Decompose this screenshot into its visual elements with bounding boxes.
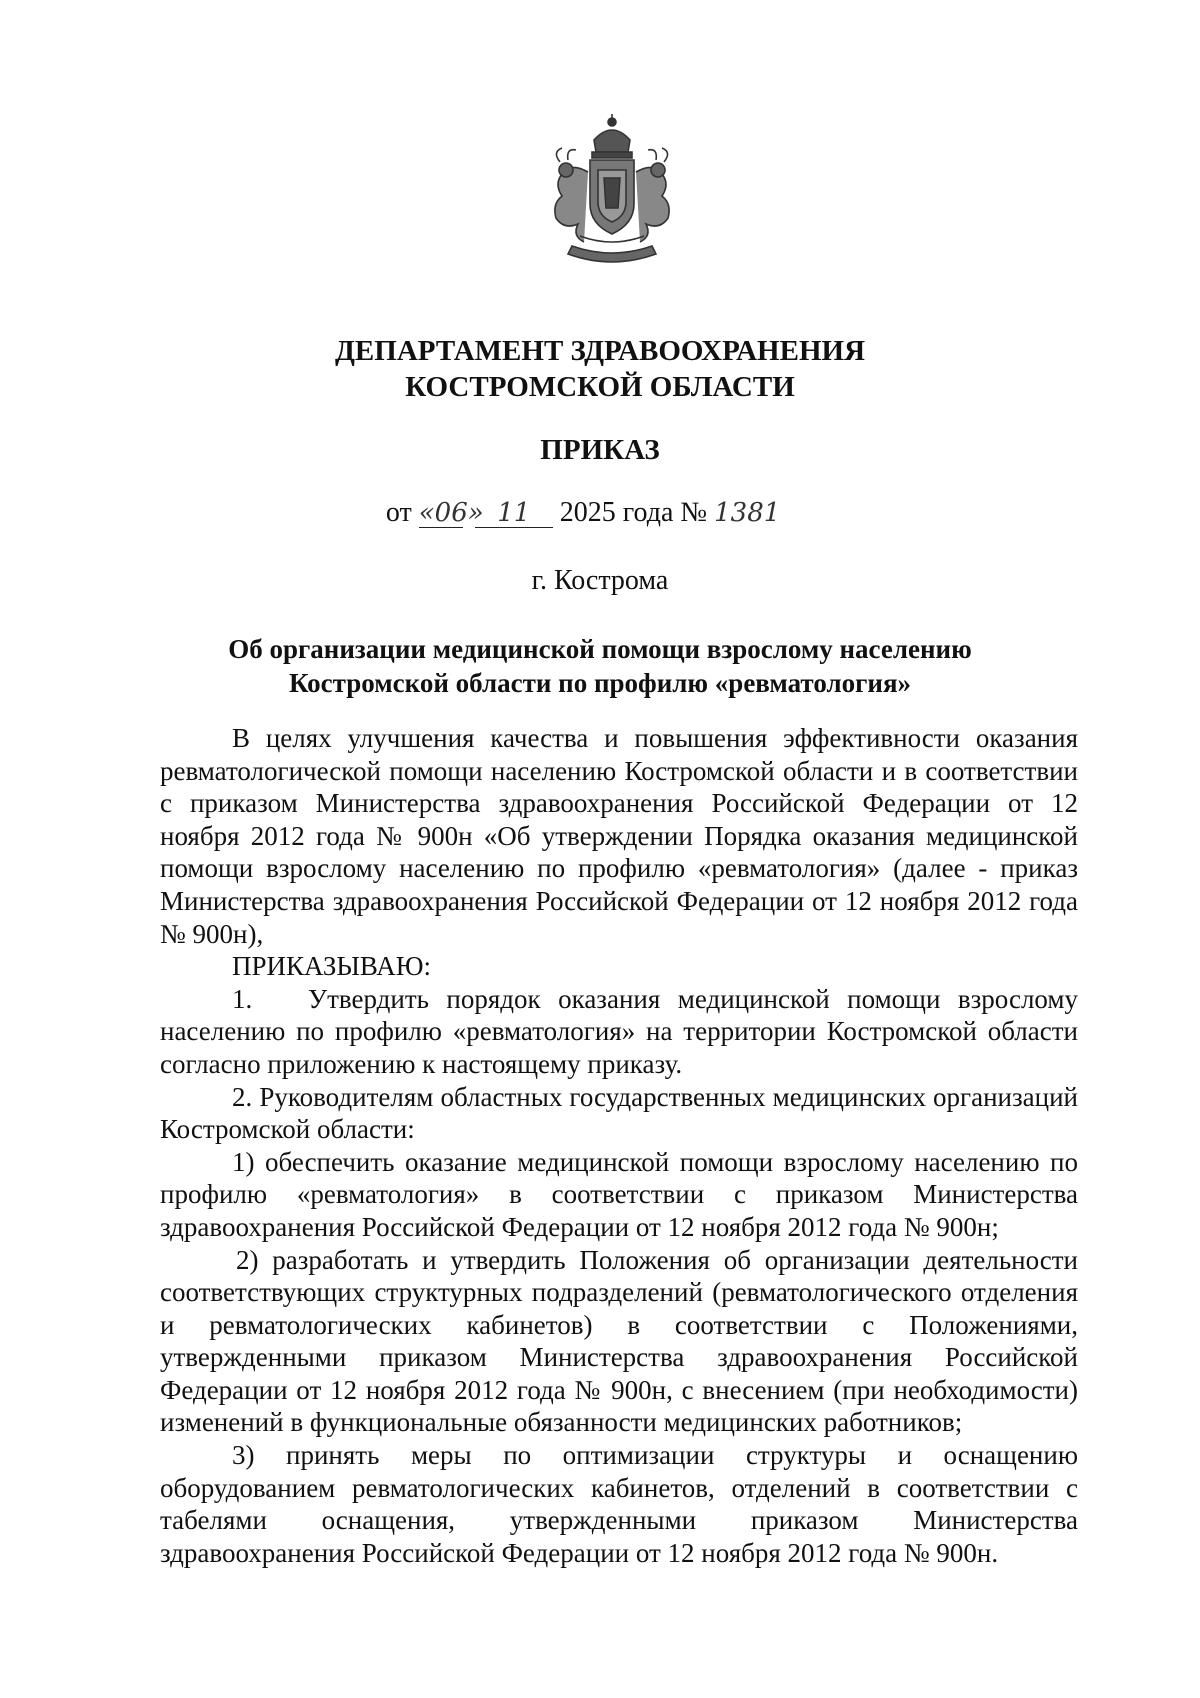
preamble-paragraph: В целях улучшения качества и повышения эффективности оказания ревматологической помощи населению Костромской области и в соответствии с приказом Министерства здравоохранения Российской Федерации от 12 ноября 2012 года № 900н «Об утверждении Порядка оказания медицинской помощи взрослому населению по профилю «ревматология» (далее - приказ Министерства здравоохранения Российской Федерации от 12 ноября 2012 года № 900н),	[160, 723, 1078, 949]
coat-of-arms-emblem	[532, 112, 692, 270]
subitem-2-paragraph: 2) разработать и утвердить Положения об организации деятельности соответствующих структурных подразделений (ревматологического отделения и ревматологических кабинетов) в соответствии с Положениями, утвержденными приказом Министерства здравоохранения Российской Федерации от 12 ноября 2012 года № 900н, с внесением (при необходимости) изменений в функциональные обязанности медицинских работников;	[160, 1244, 1078, 1438]
date-year-text: 2025 года №	[559, 497, 708, 528]
subitem-1-paragraph: 1) обеспечить оказание медицинской помощи взрослому населению по профилю «ревматология» в соответствии с приказом Министерства здравоохранения Российской Федерации от 12 ноября 2012 года № 900н;	[160, 1146, 1078, 1242]
order-word: ПРИКАЗЫВАЮ:	[232, 951, 431, 982]
document-body	[160, 722, 1078, 1569]
document-type: ПРИКАЗ	[540, 434, 660, 466]
date-prefix: от	[385, 497, 412, 528]
date-day: «06»	[418, 498, 484, 528]
city-name: г. Кострома	[531, 565, 669, 596]
subitem-3-paragraph: 3) принять меры по оптимизации структуры и оснащению оборудованием ревматологических кабинетов, отделений в соответствии с табелями оснащения, утвержденными приказом Министерства здравоохранения Российской Федерации от 12 ноября 2012 года № 900н.	[160, 1440, 1078, 1568]
item-1-number: 1.	[232, 983, 253, 1014]
document-type-heading	[0, 432, 1200, 468]
document-title-text: Об организации медицинской помощи взрослому населению Костромской области по профилю «ревматология»	[228, 634, 972, 698]
item-2-paragraph: 2. Руководителям областных государственных медицинских организаций Костромской области:	[160, 1081, 1078, 1145]
department-heading	[0, 333, 1200, 405]
order-number: 1381	[714, 498, 781, 528]
city-line	[0, 564, 1200, 598]
department-name: ДЕПАРТАМЕНТ ЗДРАВООХРАНЕНИЯ КОСТРОМСКОЙ ОБЛАСТИ	[334, 335, 866, 403]
item-1-paragraph	[160, 983, 1078, 1081]
document-title	[0, 632, 1200, 700]
item-1-text: Утвердить порядок оказания медицинской помощи взрослому населению по профилю «ревматология» на территории Костромской области согласно приложению к настоящему приказу.	[160, 983, 1078, 1079]
date-month: 11	[475, 499, 553, 528]
date-number-line	[0, 496, 1200, 530]
